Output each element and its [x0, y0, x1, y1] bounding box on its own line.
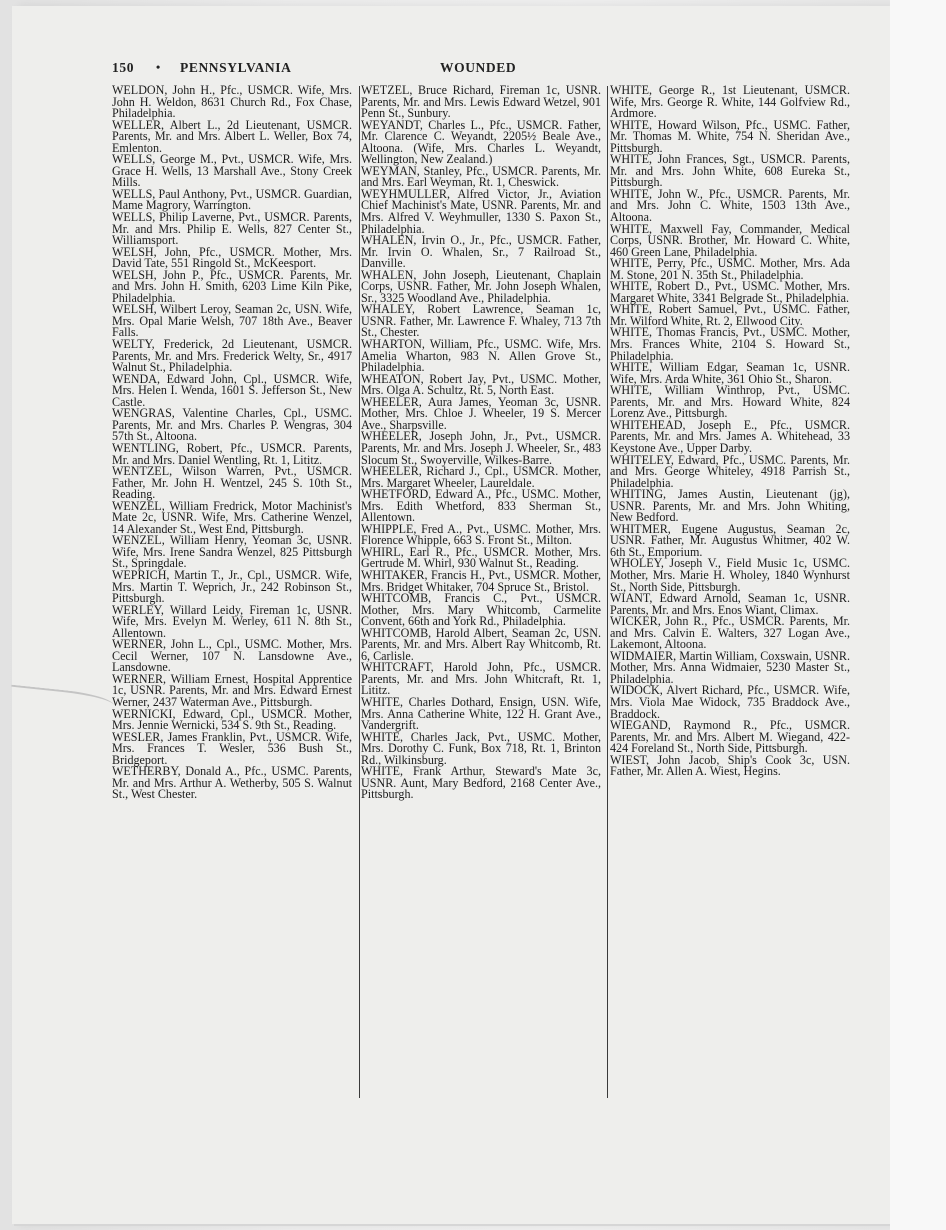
casualty-entry: WIDMAIER, Martin William, Coxswain, USNR. Mother, Mrs. Anna Widmaier, 5230 Master St., Philadelphia. [610, 648, 850, 686]
casualty-entry: WHITE, William Winthrop, Pvt., USMC. Parents, Mr. and Mrs. Howard White, 824 Lorenz Ave., Pittsburgh. [610, 383, 850, 421]
casualty-entry: WHITCOMB, Harold Albert, Seaman 2c, USN. Parents, Mr. and Mrs. Albert Ray Whitcomb, Rt. 6, Carlisle. [361, 625, 601, 663]
casualty-entry: WHITMER, Eugene Augustus, Seaman 2c, USNR. Father, Mr. Augustus Whitmer, 402 W. 6th St., Emporium. [610, 521, 850, 559]
casualty-entry: WHARTON, William, Pfc., USMC. Wife, Mrs. Amelia Wharton, 983 N. Allen Grove St., Philadelphia. [361, 337, 601, 375]
casualty-entry: WHITE, Robert D., Pvt., USMC. Mother, Mrs. Margaret White, 3341 Belgrade St., Philadelphia. [610, 279, 850, 305]
casualty-entry: WHITE, William Edgar, Seaman 1c, USNR. Wife, Mrs. Arda White, 361 Ohio St., Sharon. [610, 360, 850, 386]
column-divider [359, 86, 360, 1098]
casualty-entry: WEYHMULLER, Alfred Victor, Jr., Aviation Chief Machinist's Mate, USNR. Parents, Mr. and Mrs. Alfred V. Weyhmuller, 1330 S. Paxon St., Philadelphia. [361, 186, 601, 236]
casualty-entry: WHITE, Charles Dothard, Ensign, USN. Wife, Mrs. Anna Catherine White, 122 H. Grant Ave., Vandergrift. [361, 694, 601, 733]
casualty-entry: WHITE, Perry, Pfc., USMC. Mother, Mrs. Ada M. Stone, 201 N. 35th St., Philadelphia. [610, 256, 850, 282]
casualty-entry: WHALEY, Robert Lawrence, Seaman 1c, USNR. Father, Mr. Lawrence F. Whaley, 713 7th St., Chester. [361, 302, 601, 340]
casualty-entry: WHITE, Robert Samuel, Pvt., USMC. Father, Mr. Wilford White, Rt. 2, Ellwood City. [610, 302, 850, 328]
casualty-entry: WHITE, George R., 1st Lieutenant, USMCR. Wife, Mrs. George R. White, 144 Golfview Rd., Ardmore. [610, 83, 850, 121]
casualty-entry: WHITAKER, Francis H., Pvt., USMCR. Mother, Mrs. Bridget Whitaker, 704 Spruce St., Bristol. [361, 567, 601, 594]
casualty-entry: WENDA, Edward John, Cpl., USMCR. Wife, Mrs. Helen I. Wenda, 1601 S. Jefferson St., New Castle. [112, 371, 352, 409]
casualty-entry: WHITE, John Frances, Sgt., USMCR. Parents, Mr. and Mrs. John White, 608 Eureka St., Pittsburgh. [610, 152, 850, 190]
casualty-entry: WIANT, Edward Arnold, Seaman 1c, USNR. Parents, Mr. and Mrs. Enos Wiant, Climax. [610, 591, 850, 617]
casualty-entry: WELSH, John, Pfc., USMCR. Mother, Mrs. David Tate, 551 Ringold St., McKeesport. [112, 244, 352, 271]
casualty-entry: WHITE, Maxwell Fay, Commander, Medical Corps, USNR. Brother, Mr. Howard C. White, 460 Green Lane, Philadelphia. [610, 221, 850, 259]
column-1 [112, 85, 352, 801]
casualty-entry: WEYANDT, Charles L., Pfc., USMCR. Father, Mr. Clarence C. Weyandt, 2205½ Beale Ave., Altoona. (Wife, Mrs. Charles L. Weyandt, Wellington, New Zealand.) [361, 117, 601, 167]
casualty-entry: WEYMAN, Stanley, Pfc., USMCR. Parents, Mr. and Mrs. Earl Weyman, Rt. 1, Cheswick. [361, 163, 601, 190]
casualty-entry: WHEELER, Joseph John, Jr., Pvt., USMCR. Parents, Mr. and Mrs. Joseph J. Wheeler, Sr., 483 Slocum St., Swoyerville, Wilkes-Barre. [361, 429, 601, 467]
column-2 [361, 85, 601, 801]
casualty-entry: WHEELER, Richard J., Cpl., USMCR. Mother, Mrs. Margaret Wheeler, Laureldale. [361, 464, 601, 490]
casualty-entry: WHITE, Charles Jack, Pvt., USMC. Mother, Mrs. Dorothy C. Funk, Box 718, Rt. 1, Brinton Rd., Wilkinsburg. [361, 729, 601, 767]
column-3 [610, 85, 850, 778]
casualty-entry: WELDON, John H., Pfc., USMCR. Wife, Mrs. John H. Weldon, 8631 Church Rd., Fox Chase, Philadelphia. [112, 83, 352, 121]
scan-margin [890, 0, 946, 1230]
casualty-entry: WELSH, John P., Pfc., USMCR. Parents, Mr. and Mrs. John H. Smith, 6203 Lime Kiln Pike, Philadelphia. [112, 267, 352, 305]
casualty-entry: WHALEN, John Joseph, Lieutenant, Chaplain Corps, USNR. Father, Mr. John Joseph Whalen, Sr., 3325 Woodland Ave., Philadelphia. [361, 267, 601, 305]
casualty-entry: WELSH, Wilbert Leroy, Seaman 2c, USN. Wife, Mrs. Opal Marie Welsh, 707 18th Ave., Beaver Falls. [112, 302, 352, 340]
casualty-entry: WEPRICH, Martin T., Jr., Cpl., USMCR. Wife, Mrs. Martin T. Weprich, Jr., 242 Robinson St., Pittsburgh. [112, 567, 352, 606]
casualty-entry: WENTZEL, Wilson Warren, Pvt., USMCR. Father, Mr. John H. Wentzel, 245 S. 10th St., Reading. [112, 464, 352, 502]
casualty-entry: WENTLING, Robert, Pfc., USMCR. Parents, Mr. and Mrs. Daniel Wentling, Rt. 1, Lititz. [112, 440, 352, 467]
casualty-entry: WHITE, Frank Arthur, Steward's Mate 3c, USNR. Aunt, Mary Bedford, 2168 Center Ave., Pittsburgh. [361, 764, 601, 802]
casualty-entry: WENGRAS, Valentine Charles, Cpl., USMC. Parents, Mr. and Mrs. Charles P. Wengras, 304 57th St., Altoona. [112, 406, 352, 444]
casualty-entry: WHITCOMB, Francis C., Pvt., USMCR. Mother, Mrs. Mary Whitcomb, Carmelite Convent, 66th and York Rd., Philadelphia. [361, 591, 601, 629]
casualty-entry: WHIPPLE, Fred A., Pvt., USMC. Mother, Mrs. Florence Whipple, 663 S. Front St., Milton. [361, 521, 601, 548]
casualty-entry: WHITELEY, Edward, Pfc., USMC. Parents, Mr. and Mrs. George Whiteley, 4918 Parrish St., Philadelphia. [610, 452, 850, 490]
casualty-entry: WENZEL, William Henry, Yeoman 3c, USNR. Wife, Mrs. Irene Sandra Wenzel, 825 Pittsburgh St., Springdale. [112, 533, 352, 571]
casualty-entry: WHEELER, Aura James, Yeoman 3c, USNR. Mother, Mrs. Chloe J. Wheeler, 19 S. Mercer Ave., Sharpsville. [361, 394, 601, 432]
casualty-entry: WERNICKI, Edward, Cpl., USMCR. Mother, Mrs. Jennie Wernicki, 534 S. 9th St., Reading. [112, 706, 352, 733]
casualty-entry: WERNER, William Ernest, Hospital Apprentice 1c, USNR. Parents, Mr. and Mrs. Edward Ernest Werner, 2437 Waterman Ave., Pittsburgh. [112, 671, 352, 709]
casualty-entry: WETZEL, Bruce Richard, Fireman 1c, USNR. Parents, Mr. and Mrs. Lewis Edward Wetzel, 901 Penn St., Sunbury. [361, 83, 601, 121]
casualty-entry: WICKER, John R., Pfc., USMCR. Parents, Mr. and Mrs. Calvin E. Walters, 327 Logan Ave., Lakemont, Altoona. [610, 614, 850, 652]
casualty-entry: WETHERBY, Donald A., Pfc., USMC. Parents, Mr. and Mrs. Arthur A. Wetherby, 505 S. Walnut St., West Chester. [112, 764, 352, 802]
casualty-entry: WELLS, George M., Pvt., USMCR. Wife, Mrs. Grace H. Wells, 13 Marshall Ave., Stony Creek Mills. [112, 152, 352, 190]
section-heading: WOUNDED [440, 60, 517, 75]
casualty-entry: WIEGAND, Raymond R., Pfc., USMCR. Parents, Mr. and Mrs. Albert M. Wiegand, 422-424 Foreland St., North Side, Pittsburgh. [610, 718, 850, 756]
casualty-entry: WELLS, Philip Laverne, Pvt., USMCR. Parents, Mr. and Mrs. Philip E. Wells, 827 Center St., Williamsport. [112, 210, 352, 248]
casualty-entry: WESLER, James Franklin, Pvt., USMCR. Wife, Mrs. Frances T. Wesler, 536 Bush St., Bridgeport. [112, 729, 352, 767]
casualty-entry: WHITCRAFT, Harold John, Pfc., USMCR. Parents, Mr. and Mrs. John Whitcraft, Rt. 1, Lititz. [361, 660, 601, 698]
casualty-entry: WHITE, Thomas Francis, Pvt., USMC. Mother, Mrs. Frances White, 2104 S. Howard St., Philadelphia. [610, 325, 850, 363]
page-header [112, 60, 852, 80]
casualty-entry: WHITE, John W., Pfc., USMCR. Parents, Mr. and Mrs. John C. White, 1503 13th Ave., Altoona. [610, 186, 850, 225]
casualty-entry: WELLS, Paul Anthony, Pvt., USMCR. Guardian, Mame Magrory, Warrington. [112, 186, 352, 213]
casualty-entry: WIDOCK, Alvert Richard, Pfc., USMCR. Wife, Mrs. Viola Mae Widock, 735 Braddock Ave., Braddock. [610, 683, 850, 721]
casualty-entry: WHALEN, Irvin O., Jr., Pfc., USMCR. Father, Mr. Irvin O. Whalen, Sr., 7 Railroad St., Danville. [361, 233, 601, 271]
casualty-entry: WIEST, John Jacob, Ship's Cook 3c, USN. Father, Mr. Allen A. Wiest, Hegins. [610, 752, 850, 779]
casualty-entry: WHITE, Howard Wilson, Pfc., USMC. Father, Mr. Thomas M. White, 754 N. Sheridan Ave., Pittsburgh. [610, 117, 850, 155]
casualty-entry: WELLER, Albert L., 2d Lieutenant, USMCR. Parents, Mr. and Mrs. Albert L. Weller, Box 74, Emlenton. [112, 117, 352, 155]
casualty-entry: WHOLEY, Joseph V., Field Music 1c, USMC. Mother, Mrs. Marie H. Wholey, 1840 Wynhurst St., North Side, Pittsburgh. [610, 556, 850, 594]
casualty-entry: WENZEL, William Fredrick, Motor Machinist's Mate 2c, USNR. Wife, Mrs. Catherine Wenzel, 14 Alexander St., West End, Pittsburgh. [112, 498, 352, 536]
casualty-entry: WELTY, Frederick, 2d Lieutenant, USMCR. Parents, Mr. and Mrs. Frederick Welty, Sr., 4917 Walnut St., Philadelphia. [112, 337, 352, 375]
casualty-entry: WERNER, John L., Cpl., USMC. Mother, Mrs. Cecil Werner, 107 N. Lansdowne Ave., Lansdowne. [112, 637, 352, 675]
casualty-entry: WERLEY, Willard Leidy, Fireman 1c, USNR. Wife, Mrs. Evelyn M. Werley, 611 N. 8th St., Allentown. [112, 602, 352, 640]
bullet-icon: • [156, 60, 161, 74]
casualty-entry: WHITING, James Austin, Lieutenant (jg), USNR. Parents, Mr. and Mrs. John Whiting, New Bedford. [610, 487, 850, 525]
state-heading: PENNSYLVANIA [180, 60, 292, 75]
casualty-entry: WHETFORD, Edward A., Pfc., USMC. Mother, Mrs. Edith Whetford, 833 Sherman St., Allentown. [361, 487, 601, 525]
casualty-entry: WHEATON, Robert Jay, Pvt., USMC. Mother, Mrs. Olga A. Schultz, Rt. 5, North East. [361, 371, 601, 398]
page-number: 150 [112, 60, 135, 75]
casualty-entry: WHITEHEAD, Joseph E., Pfc., USMCR. Parents, Mr. and Mrs. James A. Whitehead, 33 Keystone Ave., Upper Darby. [610, 417, 850, 455]
column-divider [607, 86, 608, 1098]
casualty-entry: WHIRL, Earl R., Pfc., USMCR. Mother, Mrs. Gertrude M. Whirl, 930 Walnut St., Reading. [361, 544, 601, 571]
